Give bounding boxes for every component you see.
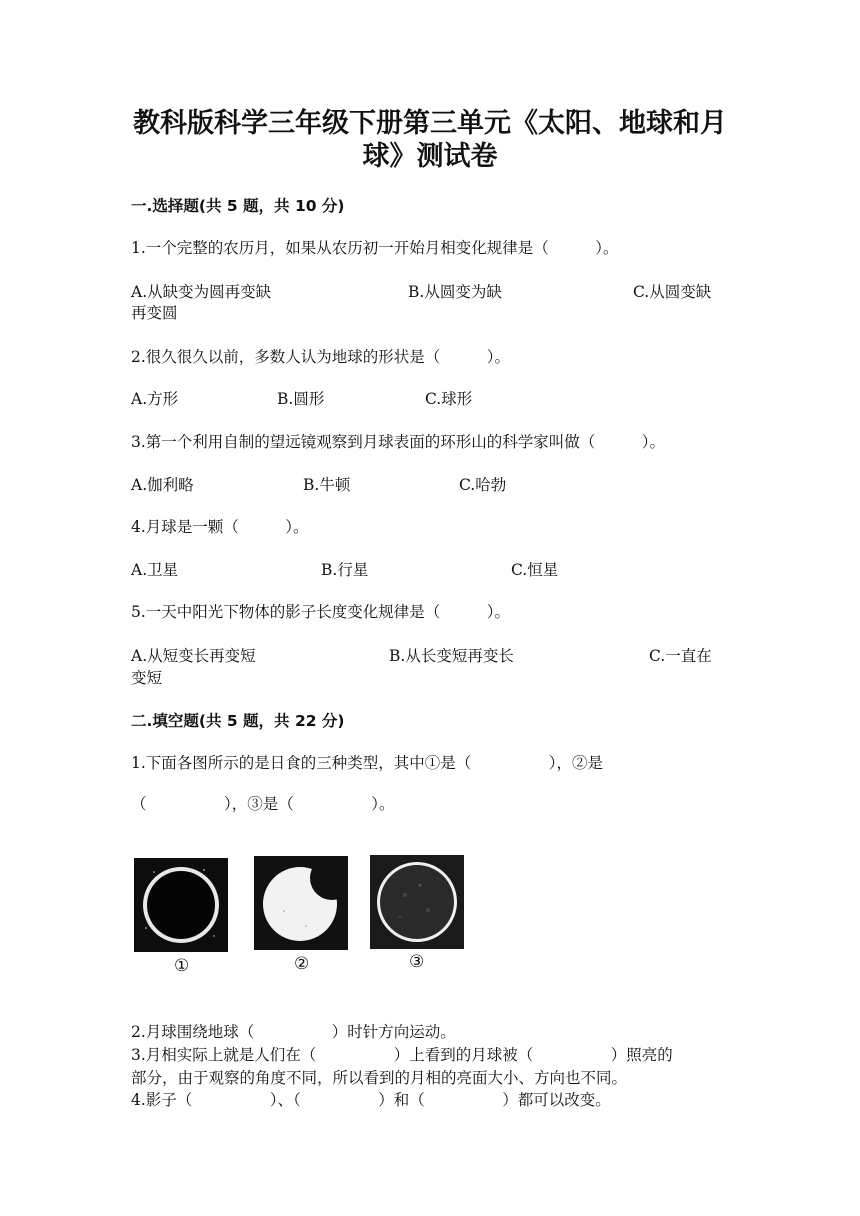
question-1-5-option-c-wrap: 变短 <box>131 669 163 687</box>
question-1-2-option-b: B.圆形 <box>277 390 325 408</box>
figure-label-1: ① <box>174 956 190 976</box>
question-1-1-option-c-wrap: 再变圆 <box>131 304 178 322</box>
question-1-5-option-b: B.从长变短再变长 <box>389 647 514 665</box>
question-2-3-line-2: 部分，由于观察的角度不同，所以看到的月相的亮面大小、方向也不同。 <box>131 1069 628 1087</box>
question-1-5-stem: 5.一天中阳光下物体的影子长度变化规律是（ ）。 <box>131 603 511 621</box>
question-2-1-line-1: 1.下面各图所示的是日食的三种类型，其中①是（ ），②是 <box>131 754 604 772</box>
question-1-4-option-c: C.恒星 <box>511 561 559 579</box>
question-1-3-option-a: A.伽利略 <box>131 476 194 494</box>
question-1-3-option-c: C.哈勃 <box>459 476 507 494</box>
page-title-line-1: 教科版科学三年级下册第三单元《太阳、地球和月 <box>133 108 727 139</box>
question-1-4-stem: 4.月球是一颗（ ）。 <box>131 518 309 536</box>
question-1-3-option-b: B.牛顿 <box>303 476 351 494</box>
total-eclipse-figure <box>134 858 228 952</box>
question-1-2-option-c: C.球形 <box>425 390 473 408</box>
annular-eclipse-figure <box>370 855 464 949</box>
question-1-1-option-c: C.从圆变缺 <box>633 283 712 301</box>
question-2-4: 4.影子（ ）、（ ）和（ ）都可以改变。 <box>131 1091 611 1109</box>
question-1-4-option-a: A.卫星 <box>131 561 179 579</box>
question-1-4-option-b: B.行星 <box>321 561 369 579</box>
section-1-heading: 一.选择题(共 5 题，共 10 分) <box>131 197 345 215</box>
figure-label-3: ③ <box>409 952 425 972</box>
question-1-1-option-a: A.从缺变为圆再变缺 <box>131 283 272 301</box>
section-2-heading: 二.填空题(共 5 题，共 22 分) <box>131 712 345 730</box>
question-1-3-stem: 3.第一个利用自制的望远镜观察到月球表面的环形山的科学家叫做（ ）。 <box>131 433 666 451</box>
question-2-3-line-1: 3.月相实际上就是人们在（ ）上看到的月球被（ ）照亮的 <box>131 1046 673 1064</box>
partial-eclipse-figure <box>254 856 348 950</box>
question-1-2-stem: 2.很久很久以前，多数人认为地球的形状是（ ）。 <box>131 348 511 366</box>
question-1-1-option-b: B.从圆变为缺 <box>408 283 502 301</box>
question-1-5-option-a: A.从短变长再变短 <box>131 647 256 665</box>
question-2-2: 2.月球围绕地球（ ）时针方向运动。 <box>131 1023 456 1041</box>
figure-label-2: ② <box>294 954 310 974</box>
question-1-2-option-a: A.方形 <box>131 390 179 408</box>
page-title-line-2: 球》测试卷 <box>362 141 498 172</box>
question-1-5-option-c: C.一直在 <box>649 647 712 665</box>
question-2-1-line-2: （ ），③是（ ）。 <box>131 795 395 813</box>
question-1-1-stem: 1.一个完整的农历月，如果从农历初一开始月相变化规律是（ ）。 <box>131 239 619 257</box>
